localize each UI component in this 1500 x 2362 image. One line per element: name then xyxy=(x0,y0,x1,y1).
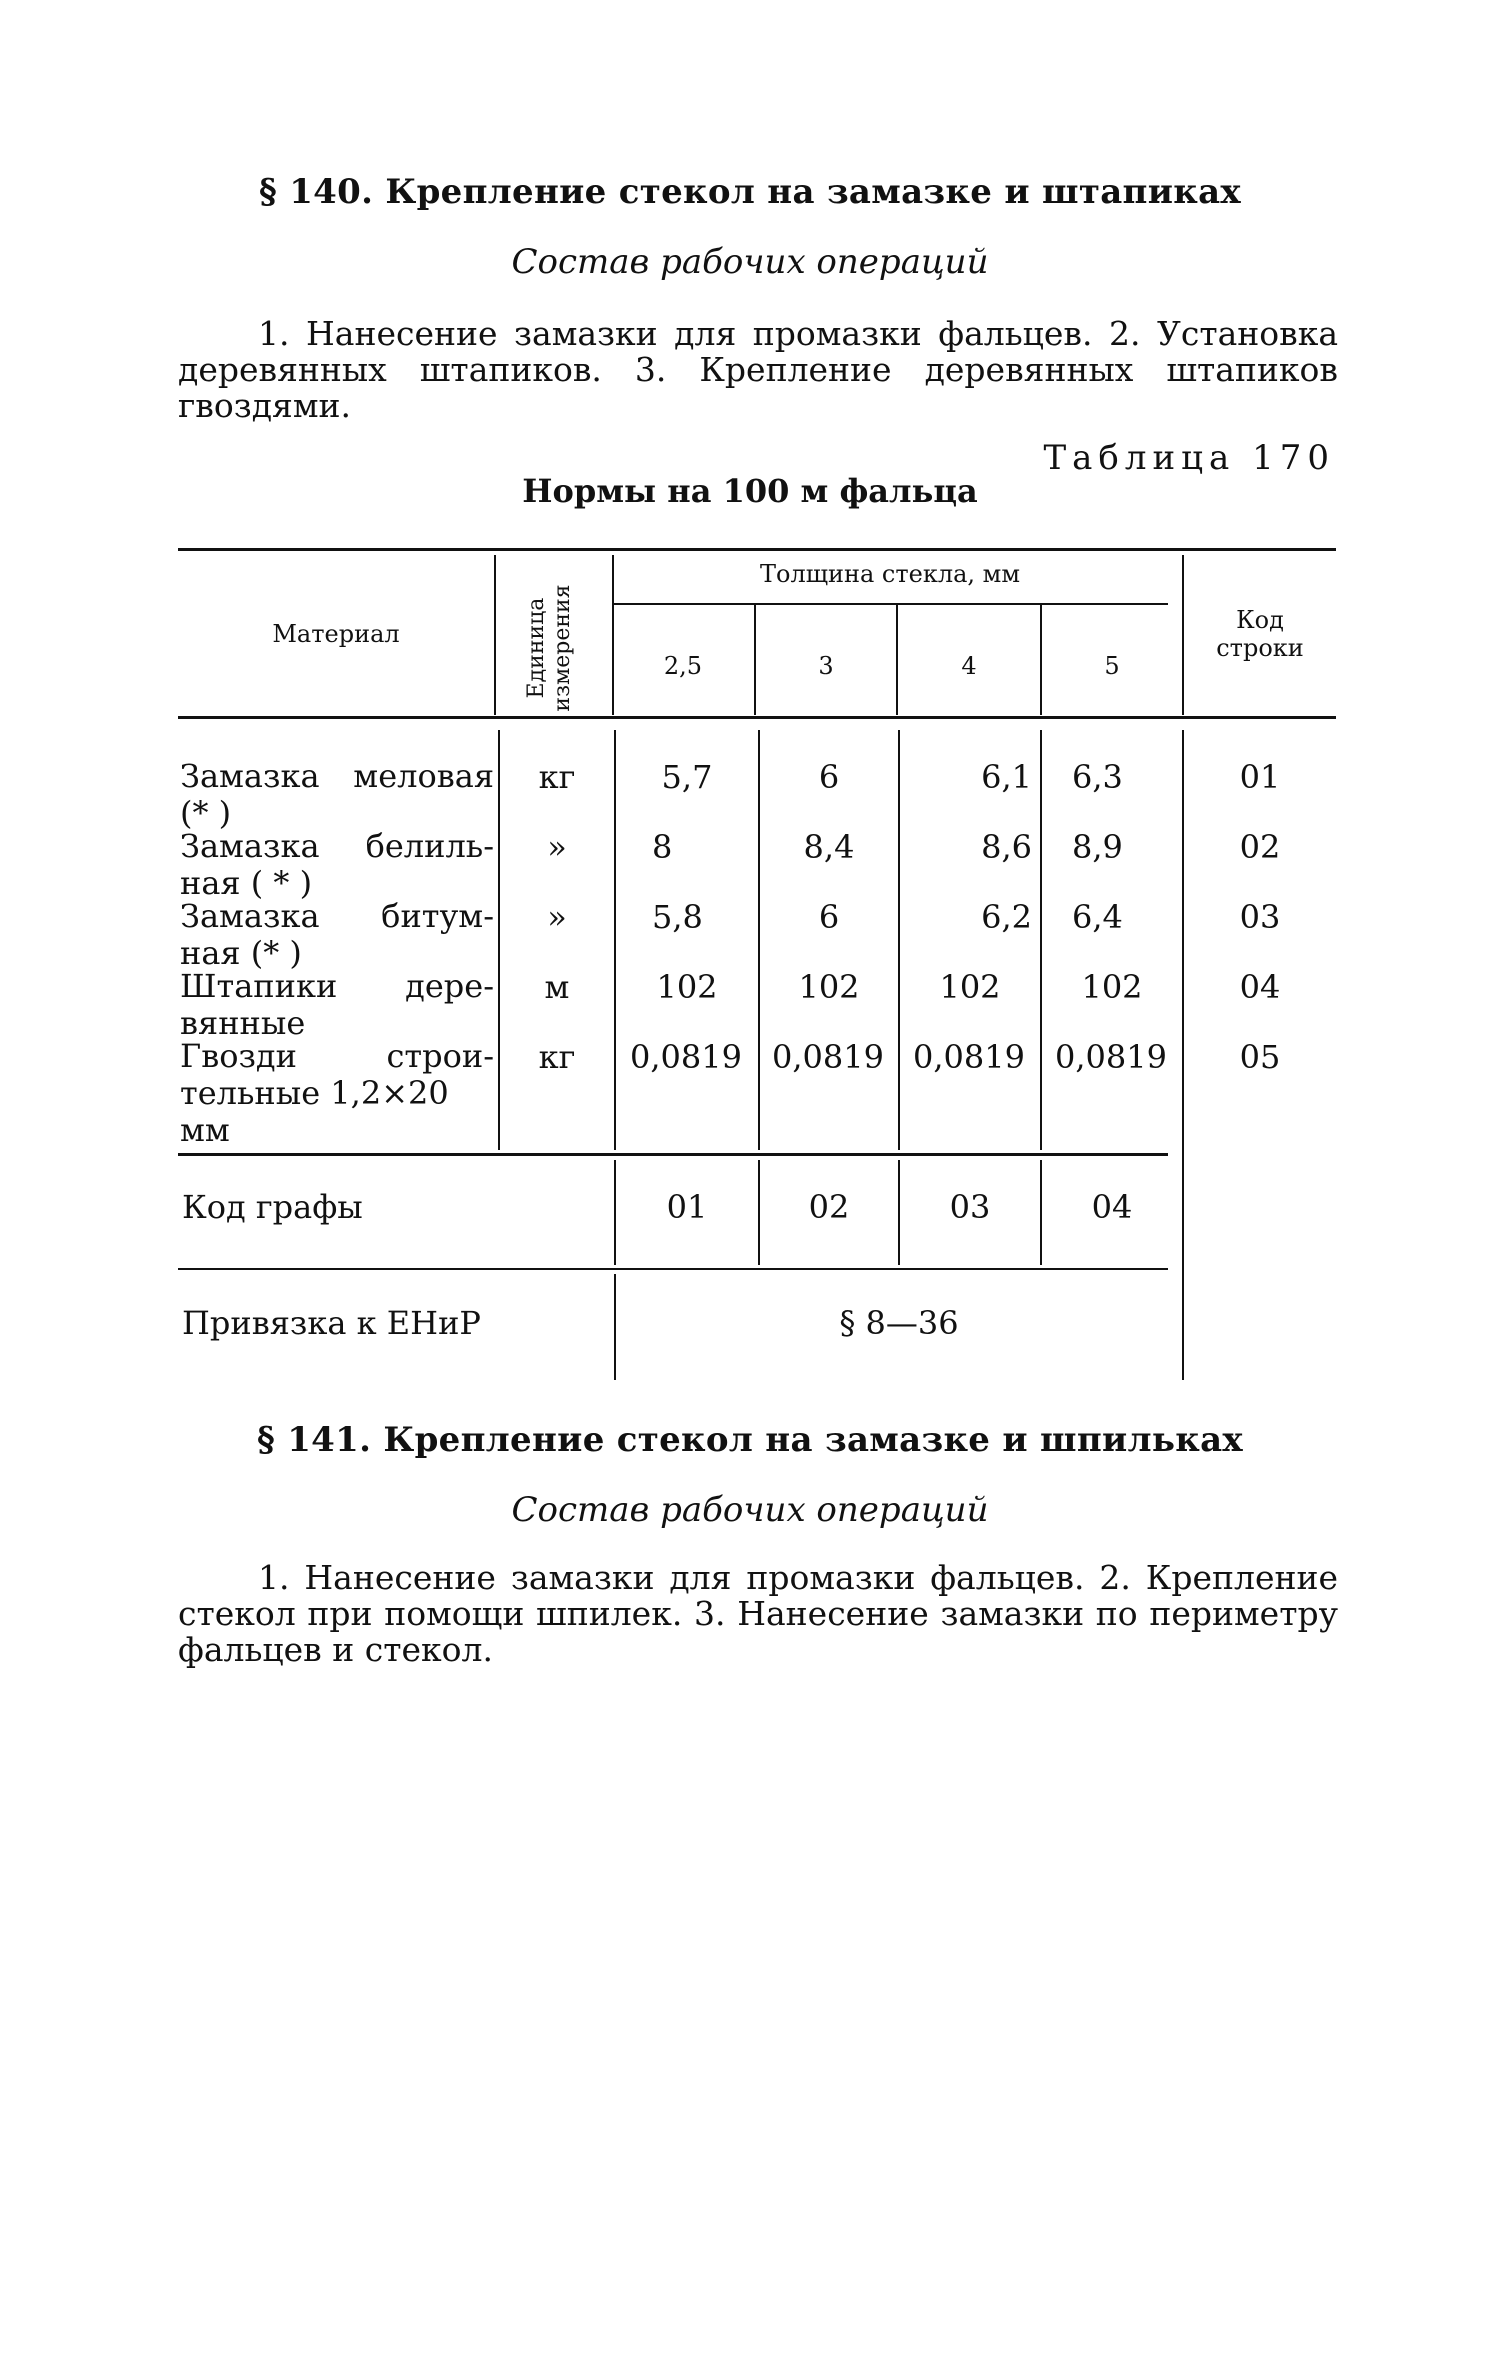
row-4-value-2: 102 xyxy=(798,968,860,1006)
row-5-value-4: 0,0819 xyxy=(1055,1038,1167,1076)
row-2-value-1: 8 xyxy=(652,828,673,866)
column-code-1: 01 xyxy=(666,1188,708,1226)
row-2-unit: » xyxy=(547,828,567,866)
row-1-value-3: 6,1 xyxy=(981,758,1032,796)
row-5-code: 05 xyxy=(1239,1038,1281,1076)
row-1-unit: кг xyxy=(538,758,576,796)
enir-label: Привязка к ЕНиР xyxy=(182,1304,481,1342)
row-3-value-1: 5,8 xyxy=(652,898,703,936)
section-140-title: § 140. Крепление стекол на замазке и штапиках xyxy=(258,172,1242,212)
column-code-4: 04 xyxy=(1091,1188,1133,1226)
header-material: Материал xyxy=(272,620,400,648)
row-4-code: 04 xyxy=(1239,968,1281,1006)
table-row: Замазка белиль- ная ( * ) xyxy=(180,827,494,902)
row-2-value-3: 8,6 xyxy=(981,828,1032,866)
row-5-value-2: 0,0819 xyxy=(772,1038,884,1076)
table-row: Гвозди строи- тельные 1,2×20 мм xyxy=(180,1037,494,1149)
section-141-title: § 141. Крепление стекол на замазке и шпильках xyxy=(257,1420,1243,1460)
row-3-value-2: 6 xyxy=(818,898,840,936)
table-row: Штапики дере- вянные xyxy=(180,967,494,1042)
row-5-value-1: 0,0819 xyxy=(630,1038,742,1076)
row-5-value-3: 0,0819 xyxy=(913,1038,1025,1076)
header-thickness-3: 4 xyxy=(961,652,977,680)
header-thickness: Толщина стекла, мм xyxy=(759,560,1020,588)
row-1-value-1: 5,7 xyxy=(661,758,713,796)
row-4-value-1: 102 xyxy=(656,968,718,1006)
table-row: Замазка меловая (* ) xyxy=(180,757,494,832)
row-1-code: 01 xyxy=(1239,758,1281,796)
row-1-value-4: 6,3 xyxy=(1072,758,1123,796)
table-row: Замазка битум- ная (* ) xyxy=(180,897,494,972)
section-140-subtitle: Состав рабочих операций xyxy=(511,242,989,282)
section-140-text: 1. Нанесение замазки для промазки фальцев. 2. Установка деревянных штапиков. 3. Крепление деревянных штапиков гвоздями. xyxy=(178,314,1338,425)
table-number: Таблица 170 xyxy=(1043,438,1335,478)
column-code-2: 02 xyxy=(808,1188,850,1226)
header-thickness-4: 5 xyxy=(1104,652,1120,680)
header-thickness-1: 2,5 xyxy=(663,652,703,680)
section-141-text: 1. Нанесение замазки для промазки фальцев. 2. Крепление стекол при помощи шпилек. 3. Нанесение замазки по периметру фальцев и стекол. xyxy=(178,1558,1338,1669)
row-2-value-2: 8,4 xyxy=(803,828,855,866)
header-row-code: Код строки xyxy=(1216,606,1304,662)
header-thickness-2: 3 xyxy=(818,652,834,680)
row-4-value-3: 102 xyxy=(939,968,1001,1006)
row-3-value-3: 6,2 xyxy=(981,898,1032,936)
header-unit: Единица измерения xyxy=(524,584,575,712)
table-title: Нормы на 100 м фальца xyxy=(522,472,978,510)
row-1-value-2: 6 xyxy=(818,758,840,796)
column-code-label: Код графы xyxy=(182,1188,363,1226)
row-3-code: 03 xyxy=(1239,898,1281,936)
enir-value: § 8—36 xyxy=(839,1304,959,1342)
row-4-unit: м xyxy=(544,968,570,1006)
column-code-3: 03 xyxy=(949,1188,991,1226)
row-2-code: 02 xyxy=(1239,828,1281,866)
row-5-unit: кг xyxy=(538,1038,576,1076)
row-4-value-4: 102 xyxy=(1081,968,1143,1006)
row-2-value-4: 8,9 xyxy=(1072,828,1123,866)
row-3-value-4: 6,4 xyxy=(1072,898,1123,936)
row-3-unit: » xyxy=(547,898,567,936)
section-141-subtitle: Состав рабочих операций xyxy=(511,1490,989,1530)
